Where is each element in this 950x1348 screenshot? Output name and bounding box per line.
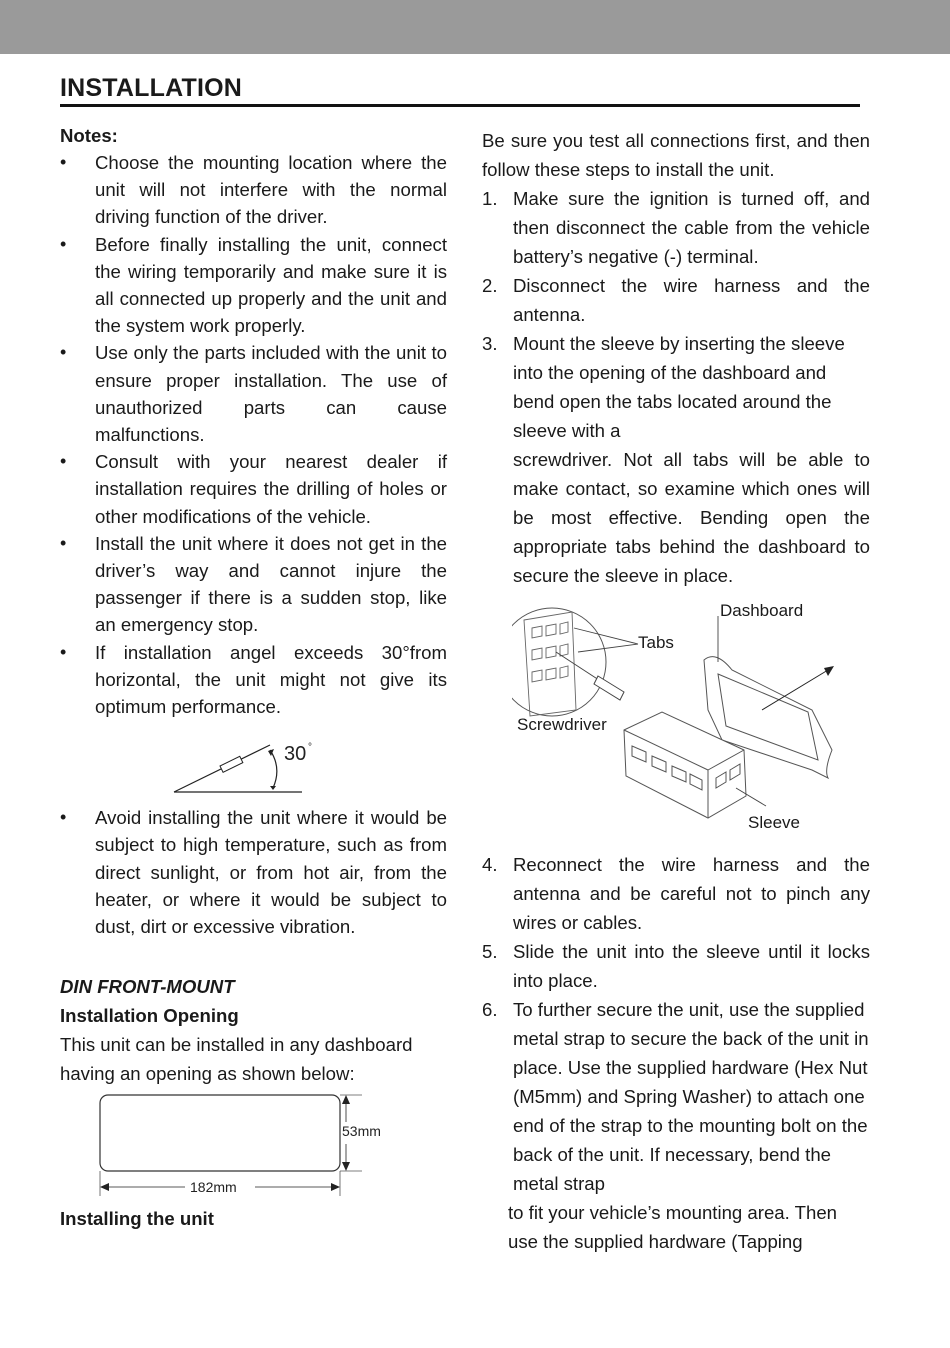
header-band — [0, 0, 950, 54]
step-number: 4. — [482, 854, 498, 875]
height-label: 53mm — [342, 1123, 381, 1140]
step-text: Mount the sleeve by inserting the sleeve into the opening of the dashboard and bend open the tabs located around the sleeve with a — [513, 333, 845, 441]
installation-figure — [512, 600, 872, 840]
arrow-up-right-icon — [824, 666, 834, 676]
opening-text: This unit can be installed in any dashboard having an opening as shown below: — [60, 1034, 413, 1085]
list-item — [482, 850, 870, 937]
list-item — [60, 530, 447, 639]
step-text: Disconnect the wire harness and the antenna. — [513, 275, 870, 325]
din-title: DIN FRONT-MOUNT — [60, 976, 235, 998]
arrow-down-icon — [342, 1162, 350, 1171]
arrow-left-icon — [100, 1183, 109, 1191]
title-rule — [60, 104, 860, 107]
notes-heading: Notes: — [60, 125, 118, 146]
figure-label-sleeve: Sleeve — [748, 813, 800, 832]
list-item — [60, 149, 447, 231]
list-item — [60, 804, 447, 940]
opening-diagram — [90, 1092, 430, 1204]
step-number: 2. — [482, 275, 498, 296]
list-item — [60, 639, 447, 721]
installing-heading: Installing the unit — [60, 1208, 214, 1230]
step-number: 1. — [482, 188, 498, 209]
step-number: 5. — [482, 941, 498, 962]
steps-list-continued — [482, 850, 870, 1198]
angle-label: 30 — [284, 743, 307, 766]
step-text: Slide the unit into the sleeve until it locks into place. — [513, 941, 870, 991]
angle-degree: ° — [308, 742, 312, 754]
opening-heading: Installation Opening — [60, 1005, 239, 1027]
figure-label-screwdriver: Screwdriver — [517, 715, 607, 734]
note-text: Avoid installing the unit where it would be subject to high temperature, such as from direct sunlight, or from hot air, from the heater, or where it would be subject to dust, dirt or excessive vibration. — [95, 807, 447, 938]
bullet-icon: • — [60, 342, 67, 363]
left-column — [60, 122, 447, 1233]
list-item — [60, 448, 447, 530]
step-number: 6. — [482, 999, 498, 1020]
right-column — [482, 126, 870, 1256]
step-text-continued: to fit your vehicle’s mounting area. Then use the supplied hardware (Tapping — [508, 1202, 838, 1252]
note-text: If installation angel exceeds 30°from horizontal, the unit might not give its optimum performance. — [95, 641, 447, 718]
note-text: Install the unit where it does not get in the driver’s way and cannot injure the passenger if there is a sudden stop, like an emergency stop. — [95, 532, 447, 636]
notes-list — [60, 149, 447, 720]
step-text-continued: screwdriver. Not all tabs will be able to make contact, so examine which ones will be most effective. Bending open the appropriate tabs behind the dashboard to secure the sleeve in place. — [513, 449, 870, 586]
figure-label-tabs: Tabs — [638, 633, 674, 652]
steps-list — [482, 184, 870, 445]
bullet-icon: • — [60, 641, 67, 662]
step-text: Reconnect the wire harness and the antenna and be careful not to pinch any wires or cables. — [513, 854, 870, 933]
width-label: 182mm — [190, 1179, 237, 1196]
note-text: Consult with your nearest dealer if installation requires the drilling of holes or other modifications of the vehicle. — [95, 451, 447, 527]
arrow-down-icon — [270, 786, 276, 790]
step-number: 3. — [482, 333, 498, 354]
list-item — [482, 184, 870, 271]
note-text: Before finally installing the unit, connect the wiring temporarily and make sure it is all connected up properly and the unit and the system work properly. — [95, 233, 447, 337]
arrow-up-icon — [342, 1095, 350, 1104]
bullet-icon: • — [60, 451, 67, 472]
list-item — [482, 937, 870, 995]
bullet-icon: • — [60, 807, 67, 828]
notes-list-continued — [60, 804, 447, 940]
bullet-icon: • — [60, 233, 67, 254]
step-text: To further secure the unit, use the supplied metal strap to secure the back of the unit in place. Use the supplied hardware (Hex Nut (M5mm) and Spring Washer) to attach one end of the strap to the mounting bolt on the back of the unit. If necessary, bend the metal strap — [513, 999, 869, 1194]
unit-rect — [220, 757, 243, 773]
list-item — [482, 995, 870, 1198]
angle-diagram — [170, 730, 330, 804]
bullet-icon: • — [60, 152, 67, 172]
arrow-right-icon — [331, 1183, 340, 1191]
step-text: Make sure the ignition is turned off, and then disconnect the cable from the vehicle battery’s negative (-) terminal. — [513, 188, 870, 267]
list-item — [60, 339, 447, 448]
note-text: Choose the mounting location where the unit will not interfere with the normal driving function of the driver. — [95, 152, 447, 228]
note-text: Use only the parts included with the unit to ensure proper installation. The use of unauthorized parts can cause malfunctions. — [95, 342, 447, 446]
steps-intro: Be sure you test all connections first, and then follow these steps to install the unit. — [482, 130, 870, 180]
list-item — [482, 329, 870, 445]
opening-outline — [100, 1095, 340, 1171]
page-title: INSTALLATION — [60, 74, 243, 102]
list-item — [60, 231, 447, 340]
detail-circle — [512, 608, 606, 716]
list-item — [482, 271, 870, 329]
bullet-icon: • — [60, 532, 67, 553]
figure-label-dashboard: Dashboard — [720, 601, 804, 620]
